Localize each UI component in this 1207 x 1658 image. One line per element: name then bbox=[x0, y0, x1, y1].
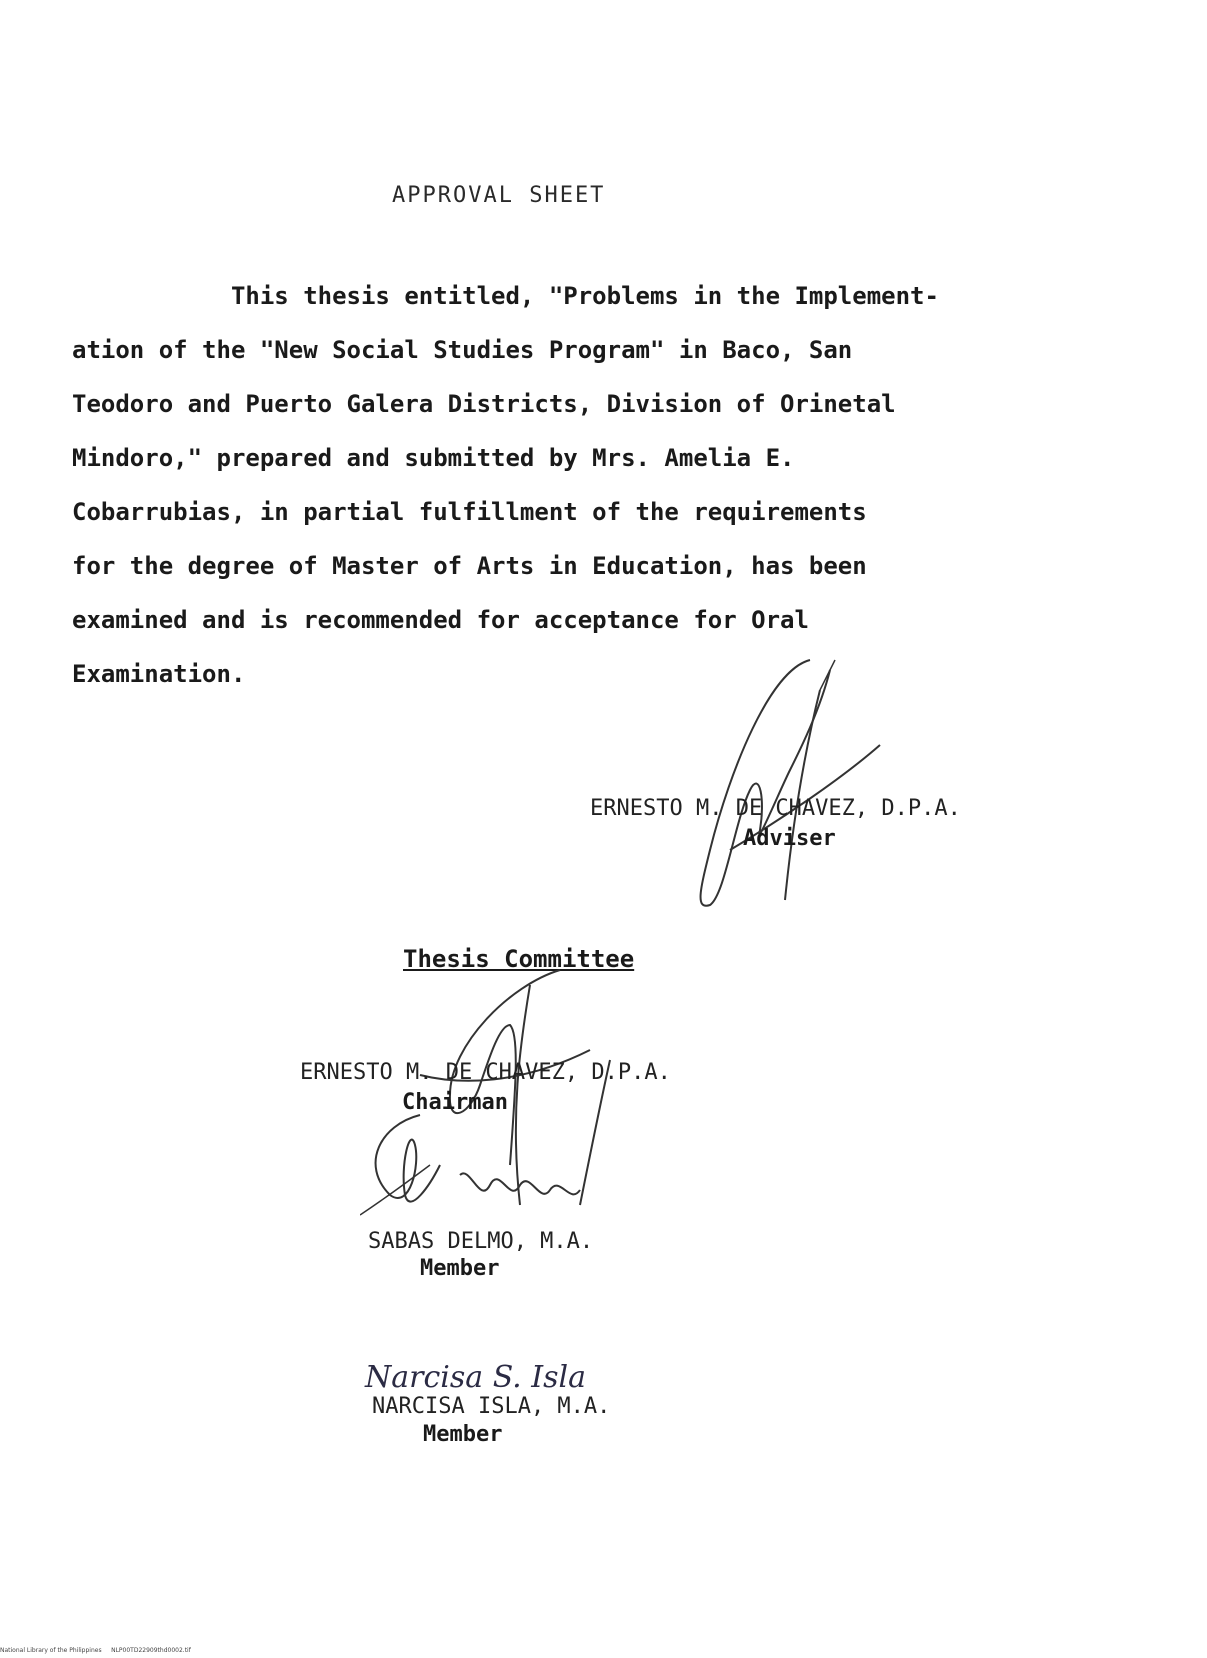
chairman-role: Chairman bbox=[402, 1090, 508, 1115]
member-2-handwritten-signature: Narcisa S. Isla bbox=[365, 1360, 586, 1395]
paragraph-line: for the degree of Master of Arts in Education, has been bbox=[72, 552, 867, 580]
adviser-signature bbox=[690, 650, 900, 920]
member-2-role: Member bbox=[423, 1422, 503, 1447]
member-1-role: Member bbox=[420, 1256, 500, 1281]
member-1-name: SABAS DELMO, M.A. bbox=[368, 1229, 594, 1254]
adviser-role: Adviser bbox=[743, 826, 836, 851]
document-title: APPROVAL SHEET bbox=[392, 183, 606, 208]
chairman-name: ERNESTO M. DE CHAVEZ, D.P.A. bbox=[300, 1060, 671, 1085]
committee-heading: Thesis Committee bbox=[403, 945, 635, 973]
paragraph-line: Teodoro and Puerto Galera Districts, Division of Orinetal bbox=[72, 390, 896, 418]
paragraph-line: Examination. bbox=[72, 660, 246, 688]
paragraph-line: This thesis entitled, "Problems in the Implement- bbox=[72, 282, 939, 310]
footer-caption: National Library of the Philippines NLP00TD22909thd0002.tif bbox=[0, 1647, 191, 1654]
adviser-name: ERNESTO M. DE CHAVEZ, D.P.A. bbox=[590, 796, 961, 821]
paragraph-line: ation of the "New Social Studies Program" in Baco, San bbox=[72, 336, 853, 364]
member-2-name: NARCISA ISLA, M.A. bbox=[372, 1394, 611, 1419]
paragraph-line: Cobarrubias, in partial fulfillment of the requirements bbox=[72, 498, 867, 526]
paragraph-line: Mindoro," prepared and submitted by Mrs. Amelia E. bbox=[72, 444, 795, 472]
paragraph-line: examined and is recommended for acceptance for Oral bbox=[72, 606, 809, 634]
